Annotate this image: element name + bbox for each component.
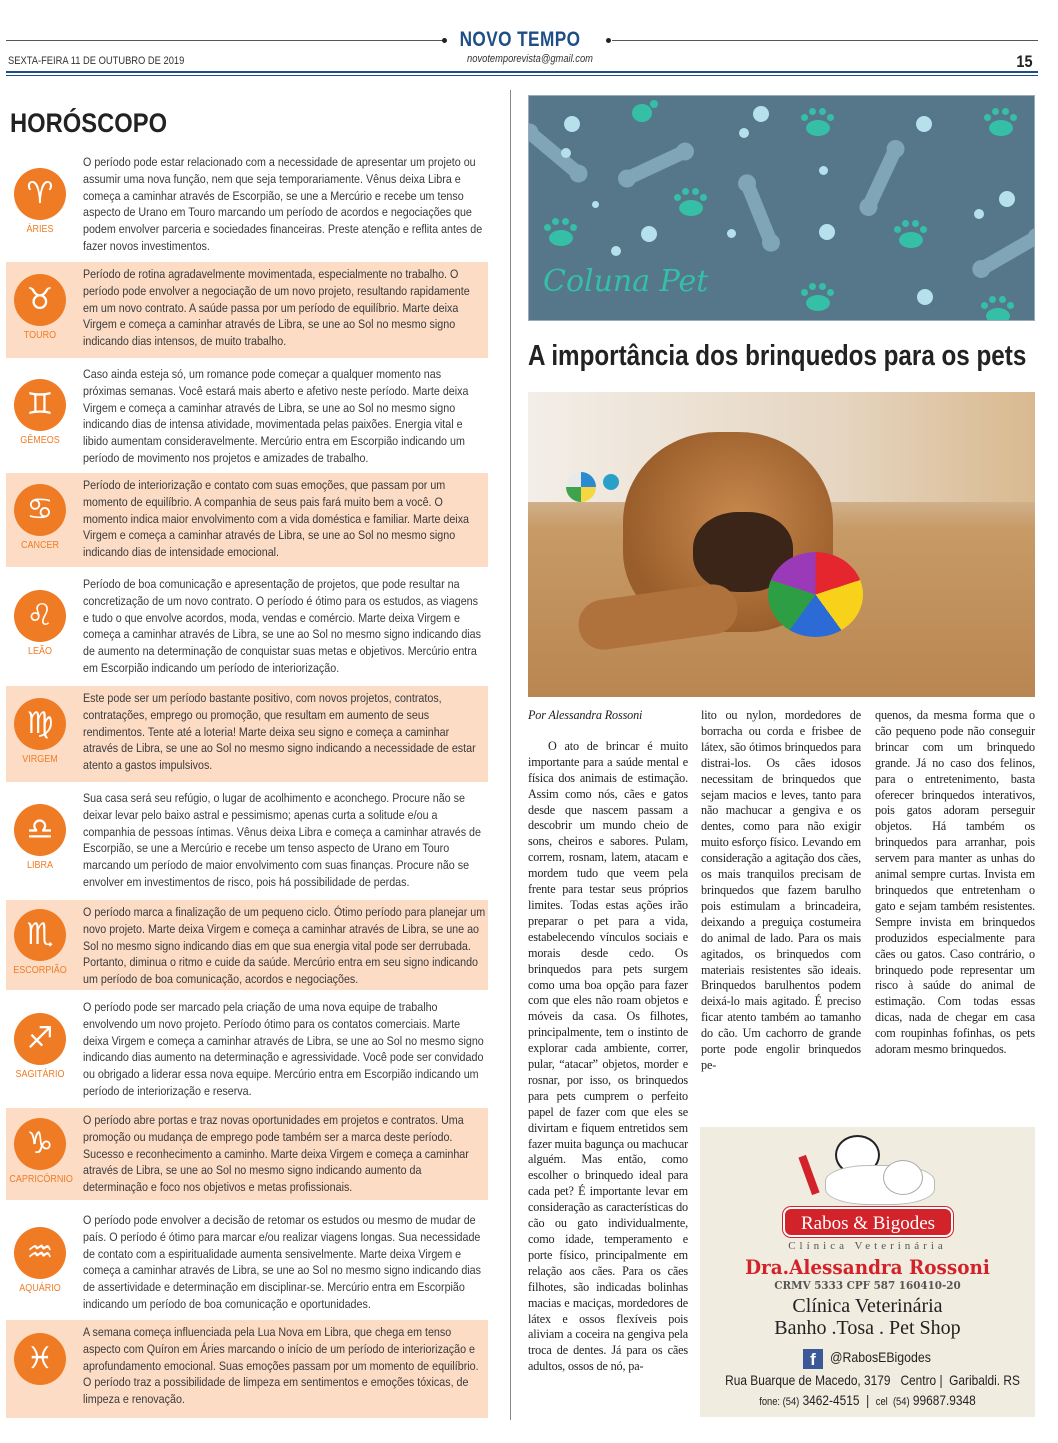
header-dot <box>442 38 447 43</box>
sign-label: VIRGEM <box>22 754 58 765</box>
sign-text: O período abre portas e traz novas oportunidades em projetos e contratos. Uma promoção ou mudança de emprego pode também ser a marca deste período. Sucesso e reconhecimento a caminho. Marte deixa Virgem e começa a caminhar através de Libra, se une ao Sol no mesmo signo indicando aumento da determinação e foco nos objetivos e metas profissionais. <box>83 1113 469 1195</box>
gemini-icon: ♊ <box>14 379 66 431</box>
virgo-icon: ♍ <box>14 698 66 750</box>
sign-label: CAPRICÓRNIO <box>9 1174 73 1185</box>
sign-label: CANCER <box>20 540 59 551</box>
banner-title: Coluna Pet <box>543 264 709 299</box>
service-line-1: Clínica Veterinária <box>792 1295 943 1317</box>
horoscope-sign-áries <box>6 150 488 258</box>
clinic-subtitle: Clínica Veterinária <box>788 1240 947 1252</box>
sign-label: LEÃO <box>27 646 53 657</box>
sign-text: Este pode ser um período bastante positivo, com novos projetos, contratos, contratações, emprego ou promoção, que resultam em aumento de seus rendimentos. Tente até a loteria! Marte deixa seu signo e começa a caminhar através de Libra, se une ao Sol no mesmo signo indicando a necessidade de estar atento a gastos impulsivos. <box>83 691 476 773</box>
sign-label: GÊMEOS <box>20 435 60 446</box>
facebook-icon: f <box>803 1349 823 1369</box>
horoscope-sign-touro <box>6 262 488 358</box>
libra-icon: ♎ <box>14 804 66 856</box>
phone-number[interactable]: 3462-4515 <box>802 1392 860 1408</box>
dog-cat-logo-icon <box>805 1135 935 1205</box>
pisces-icon: ♓ <box>14 1333 66 1385</box>
horoscope-sign-gêmeos <box>6 362 488 468</box>
service-line-2: Banho .Tosa . Pet Shop <box>774 1317 961 1339</box>
bone-icon <box>861 143 903 212</box>
page-number: 15 <box>1016 52 1033 71</box>
paw-icon <box>894 218 928 246</box>
sign-text: Sua casa será seu refúgio, o lugar de acolhimento e aconchego. Procure não se deixar levar pelo baixo astral e pessimismo; apenas curta a solitude e/ou a companhia de pessoas íntimas. Vênus deixa Libra e começa a caminhar através de Escorpião, se une a Mercúrio e recebe um tenso aspecto de Urano em Touro marcando um período de maior envolvimento com suas finanças. Procure não se envolver em investimentos de risco, pois há possibilidade de perdas. <box>83 791 481 889</box>
sign-text: Período de rotina agradavelmente movimentada, especialmente no trabalho. O período pode envolver a negociação de um novo projeto, resultando rapidamente em um novo contrato. A saúde passa por um período de equilíbrio. Marte deixa Virgem e começa a caminhar através de Libra, se une ao Sol no mesmo signo indicando dias intensos, de muito trabalho. <box>83 267 470 349</box>
header-rule-left <box>6 40 444 41</box>
horoscope-sign-virgem <box>6 686 488 782</box>
doctor-registration: CRMV 5333 CPF 587 160410-20 <box>774 1278 961 1292</box>
paw-icon <box>984 106 1018 134</box>
vet-clinic-ad[interactable] <box>700 1127 1035 1417</box>
aries-icon: ♈ <box>14 168 66 220</box>
phone-label: fone: (54) <box>759 1396 800 1408</box>
sagittarius-icon: ♐ <box>14 1013 66 1065</box>
sign-text: Caso ainda esteja só, um romance pode começar a qualquer momento nas próximas semanas. Você estará mais aberto e afetivo neste período. Marte deixa Virgem e começa a caminhar através de Libra, se une ao Sol no mesmo signo indicando dias de intensa atividade, movimentada pelas paixões. Energia vital e libido aumentam consideravelmente. Mercúrio entra em Escorpião indicando um período de movimento nos projetos e amizades de trabalho. <box>83 367 469 465</box>
horoscope-sign-escorpião <box>6 900 488 990</box>
bone-icon <box>739 178 778 248</box>
paw-icon <box>624 96 658 124</box>
issue-date: SEXTA-FEIRA 11 DE OUTUBRO DE 2019 <box>8 55 185 67</box>
clinic-brand: Rabos & Bigodes <box>783 1207 953 1237</box>
sign-text: Período de boa comunicação e apresentação de projetos, que pode resultar na concretização de um novo contrato. O período é ótimo para os estudos, as viagens e tudo o que envolve acordos, moda, vendas e comércio. Marte deixa Virgem e começa a caminhar através de Libra, se une ao Sol no mesmo signo indicando dias de aumento na determinação de conquistar suas metas e objetivos. Mercúrio entra em Escorpião indicando um período de interiorização. <box>83 577 481 675</box>
sign-text: O período marca a finalização de um pequeno ciclo. Ótimo período para planejar um novo projeto. Marte deixa Virgem e começa a caminhar através de Libra, se une ao Sol no mesmo signo indicando dias em que sua energia vital pode ser derrubada. Portanto, diminua o ritmo e cuide da saúde. Mercúrio entra em seu signo indicando um período de boa comunicação, acordos e negociações. <box>83 905 486 987</box>
sign-text: O período pode ser marcado pela criação de uma nova equipe de trabalho envolvendo um novo projeto. Período ótimo para os contatos comerciais. Marte deixa Virgem e começa a caminhar através de Libra, se une ao Sol no mesmo signo indicando dias aumento na determinação e agressividade. Você pode ser convidado ou obrigado a liderar essa nova equipe. Mercúrio entra em Escorpião indicando um período de interiorização e reserva. <box>83 1000 484 1098</box>
header-double-rule <box>6 71 1038 76</box>
horoscope-sign-capricórnio <box>6 1108 488 1200</box>
horoscope-sign-aquário <box>6 1208 488 1318</box>
sign-label: ÁRIES <box>26 224 54 235</box>
doctor-name: Dra.Alessandra Rossoni <box>745 1255 990 1279</box>
newspaper-brand: NOVO TEMPO <box>459 28 581 51</box>
article-column-1 <box>528 708 688 1375</box>
horoscope-sign-cancer <box>6 473 488 567</box>
sign-label: SAGITÁRIO <box>15 1069 65 1080</box>
sign-label: LIBRA <box>26 860 54 871</box>
leo-icon: ♌ <box>14 590 66 642</box>
article-byline: Por Alessandra Rossoni <box>528 708 643 722</box>
horoscope-sign-leão <box>6 572 488 680</box>
facebook-handle[interactable]: @RabosEBigodes <box>830 1349 931 1365</box>
taurus-icon: ♉ <box>14 274 66 326</box>
paw-icon <box>544 216 578 244</box>
capricorn-icon: ♑ <box>14 1118 66 1170</box>
puppy-photo <box>528 392 1035 697</box>
sign-text: Período de interiorização e contato com suas emoções, que passam por um momento de equilíbrio. A companhia de seus pais fará muito bem a você. O momento indica maior envolvimento com a vida doméstica e familiar. Marte deixa Virgem e começa a caminhar através de Libra, se une ao Sol no mesmo signo indicando dias de intensidade emocional. <box>83 478 470 560</box>
aquarius-icon: ♒ <box>14 1227 66 1279</box>
bone-icon <box>528 125 585 181</box>
horoscope-sign-peixes <box>6 1320 488 1418</box>
cel-label: cel (54) <box>875 1396 910 1408</box>
horoscope-title: HORÓSCOPO <box>10 108 168 138</box>
bone-icon <box>975 229 1035 276</box>
paw-icon <box>801 281 835 309</box>
sign-text: O período pode estar relacionado com a necessidade de apresentar um projeto ou assumir uma nova função, nem que seja temporariamente. Vênus deixa Libra e começa a caminhar através de Escorpião, se une a Mercúrio e recebe um tenso aspecto de Urano em Touro marcando um período de acordos e negociações que podem envolver parceria e sociedades financeiras. Preste atenção e reflita antes de fazer novos investimentos. <box>83 155 483 253</box>
clinic-phones: fone: (54) 3462-4515 | cel (54) 99687.9348 <box>759 1392 976 1408</box>
paw-icon <box>801 106 835 134</box>
horoscope-sign-sagitário <box>6 995 488 1103</box>
cel-number[interactable]: 99687.9348 <box>912 1392 976 1408</box>
article-column-3 <box>875 708 1035 1058</box>
paw-icon <box>981 294 1015 321</box>
scorpio-icon: ♏ <box>14 909 66 961</box>
sign-label: TOURO <box>23 330 57 341</box>
header-rule-right <box>612 40 1038 41</box>
column-divider <box>510 90 511 1420</box>
sign-text: O período pode envolver a decisão de retomar os estudos ou mesmo de mudar de país. O período é ótimo para marcar e/ou realizar viagens longas. Sua necessidade de contato com a espiritualidade aumenta sensivelmente. Marte deixa Virgem e começa a caminhar através de Libra, se une ao Sol no mesmo signo indicando dias de assertividade e determinação em disciplinar-se. Mercúrio entra em Escorpião indicando um período de boa comunicação e oportunidades. <box>83 1213 481 1311</box>
coluna-pet-banner <box>528 95 1035 321</box>
article-text: lito ou nylon, mordedores de borracha ou corda e frisbee de látex, são ótimos brinquedos para distrai-los. Os cães idosos necessitam de brinquedos que sejam macios e leves, tanto para não machucar a gengiva e os dentes, como para não exigir muito esforço físico. Levando em consideração a agitação dos cães, os mais tranquilos precisam de brinquedos que fazem barulho pois estimulam a brincadeira, deixando a preguiça costumeira do animal de lado. Para os mais agitados, os brinquedos com materiais resistentes são ideais. Brinquedos barulhentos podem deixá-lo mais agitado. É preciso ficar atento também ao tamanho do cão. Um cachorro de grande porte pode engolir brinquedos pe- <box>701 708 861 1072</box>
sign-label: AQUÁRIO <box>19 1283 61 1294</box>
paw-icon <box>674 186 708 214</box>
article-text: O ato de brincar é muito importante para a saúde mental e física dos animais de estimação. Assim como nós, cães e gatos desde que nascem passam a descobrir um mundo cheio de sons, cheiros e sabores. Pulam, correm, rosnam, latem, atacam e mordem tudo que veem pela frente para testar seus próprios limites. Todas estas ações irão preparar o pet para a vida, estabelecendo vínculos sociais e morais desde cedo. Os brinquedos para pets surgem como uma boa opção para fazer com que eles não roam objetos e móveis da casa. Os filhotes, principalmente, tem o instinto de explorar cada ambiente, correr, pular, “atacar” objetos, morder e rosnar, por isso, os brinquedos para pets cumprem o perfeito papel de fazer com que eles se divirtam e fiquem entretidos sem fazer muita bagunça ou machucar alguém. Mas então, como escolher o brinquedo ideal para cada pet? É importante levar em consideração as características do cão ou gato individualmente, como idade, temperamento e porte físico, principalmente em relação aos cães. Para os cães filhotes, são indicadas bolinhas macias e maciças, mordedores de látex e ossos flexíveis pois aliviam a coceira na gengiva pela troca de dentes. Já para os cães adultos, ossos de nó, pa- <box>528 738 688 1374</box>
cancer-icon: ♋ <box>14 484 66 536</box>
header-dot <box>606 38 611 43</box>
sign-text: A semana começa influenciada pela Lua Nova em Libra, que chega em tenso aspecto com Quíron em Áries marcando o início de um período de interiorização e aprofundamento emocional. Suas emoções passam por um momento de equilíbrio. O período traz a possibilidade de limpeza em sentimentos e emoções tóxicas, de limpeza e renovação. <box>83 1325 479 1407</box>
article-column-2 <box>701 708 861 1074</box>
clinic-address: Rua Buarque de Macedo, 3179 Centro | Garibaldi. RS <box>725 1372 1020 1388</box>
article-title: A importância dos brinquedos para os pets <box>528 340 1027 372</box>
sign-label: ESCORPIÃO <box>13 965 67 976</box>
article-text: quenos, da mesma forma que o cão pequeno pode não conseguir brincar com um brinquedo grande. Já no caso dos felinos, para o entretenimento, basta oferecer brinquedos interativos, pois gatos adoram perseguir objetos. Há também os brinquedos para arranhar, pois servem para manter as unhas do animal sempre curtas. Invista em brinquedos que entretenham o gato e sejam também resistentes. Sempre invista em brinquedos produzidos especialmente para cães ou gatos. Caso contrário, o brinquedo pode representar um risco à saúde do animal de estimação. Com todas essas dicas, nada de chegar em casa com roupinhas fofinhas, os pets adoram mesmo brinquedos. <box>875 708 1035 1057</box>
horoscope-sign-libra <box>6 786 488 894</box>
contact-email[interactable]: novotemporevista@gmail.com <box>467 53 593 65</box>
bone-icon <box>621 144 690 186</box>
